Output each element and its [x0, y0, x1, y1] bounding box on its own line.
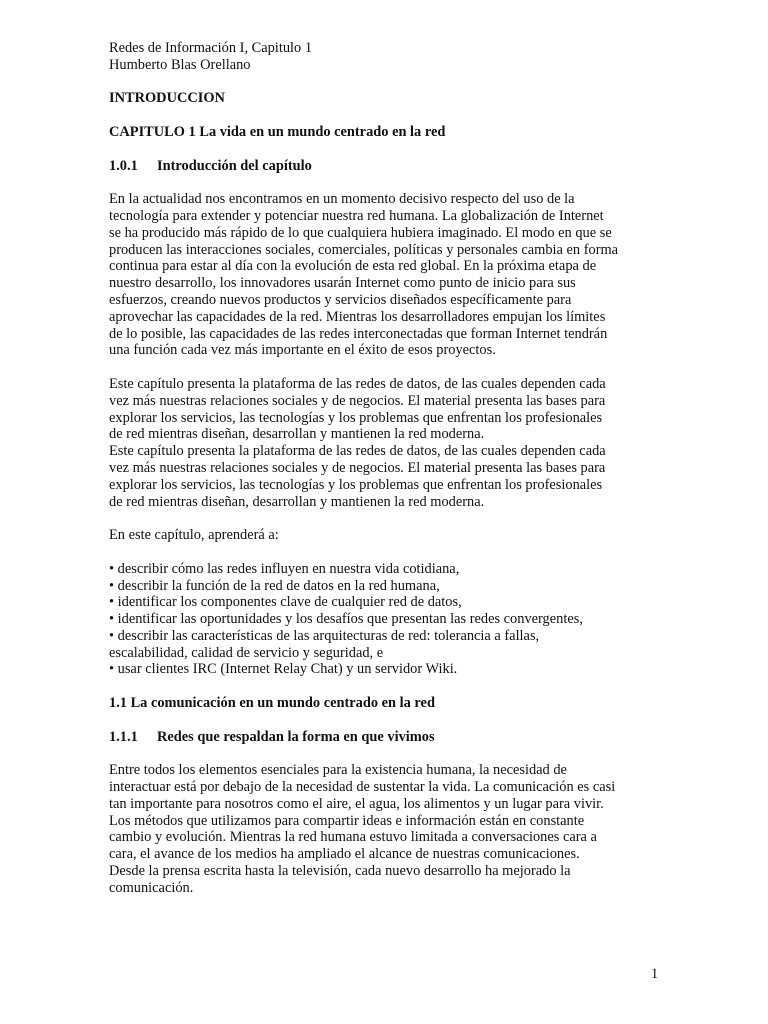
section-title: Redes que respaldan la forma en que vivimos [157, 728, 435, 745]
paragraph-line: de red mientras diseñan, desarrollan y mantienen la red moderna. [109, 493, 485, 510]
learning-objectives-list [109, 561, 669, 679]
paragraph-line: vez más nuestras relaciones sociales y de negocios. El material presenta las bases para [109, 392, 606, 409]
paragraph-line: Este capítulo presenta la plataforma de las redes de datos, de las cuales dependen cada [109, 443, 606, 460]
paragraph-line: vez más nuestras relaciones sociales y de negocios. El material presenta las bases para [109, 459, 606, 476]
heading-section-1-1-1 [109, 729, 669, 746]
paragraph-line: Los métodos que utilizamos para compartir ideas e información están en constante [109, 812, 585, 829]
header-author: Humberto Blas Orellano [109, 56, 251, 73]
document-header [109, 40, 669, 74]
paragraph-introduction [109, 191, 669, 359]
heading-section-1-0-1 [109, 158, 669, 175]
paragraph-line: cambio y evolución. Mientras la red humana estuvo limitada a conversaciones cara a [109, 829, 597, 846]
paragraph-line: explorar los servicios, las tecnologías y los problemas que enfrentan los profesionales [109, 476, 603, 493]
heading-introduccion: INTRODUCCION [109, 90, 225, 107]
page-number: 1 [651, 966, 659, 982]
document-page [109, 40, 669, 897]
heading-section-1-1: 1.1 La comunicación en un mundo centrado en la red [109, 695, 435, 712]
list-item: • describir cómo las redes influyen en nuestra vida cotidiana, [109, 560, 460, 577]
list-item: escalabilidad, calidad de servicio y seguridad, e [109, 644, 384, 661]
list-item: • describir la función de la red de datos en la red humana, [109, 577, 440, 594]
paragraph-line: una función cada vez más importante en el éxito de esos proyectos. [109, 342, 496, 359]
paragraph-line: se ha producido más rápido de lo que cualquiera hubiera imaginado. El modo en que se [109, 224, 612, 241]
list-item: • describir las características de las arquitecturas de red: tolerancia a fallas, [109, 627, 540, 644]
paragraph-human-communication [109, 762, 669, 896]
paragraph-line: aprovechar las capacidades de la red. Mientras los desarrolladores empujan los límites [109, 308, 606, 325]
paragraph-line: de red mientras diseñan, desarrollan y mantienen la red moderna. [109, 426, 485, 443]
paragraph-line: Este capítulo presenta la plataforma de las redes de datos, de las cuales dependen cada [109, 375, 606, 392]
section-number: 1.0.1 [109, 157, 138, 174]
paragraph-line: de lo posible, las capacidades de las redes interconectadas que forman Internet tendrán [109, 325, 608, 342]
list-item: • identificar las oportunidades y los desafíos que presentan las redes convergentes, [109, 611, 583, 628]
paragraph-line: continua para estar al día con la evolución de esta red global. En la próxima etapa de [109, 258, 597, 275]
header-course-title: Redes de Información I, Capitulo 1 [109, 40, 313, 56]
paragraph-line: interactuar está por debajo de la necesidad de sustentar la vida. La comunicación es casi [109, 779, 616, 796]
paragraph-line: Entre todos los elementos esenciales para la existencia humana, la necesidad de [109, 762, 567, 779]
section-number: 1.1.1 [109, 728, 138, 745]
paragraph-line: esfuerzos, creando nuevos productos y servicios diseñados específicamente para [109, 291, 572, 308]
paragraph-line: tecnología para extender y potenciar nuestra red humana. La globalización de Internet [109, 207, 604, 224]
paragraph-chapter-overview [109, 376, 669, 510]
learning-objectives-intro: En este capítulo, aprenderá a: [109, 527, 279, 544]
list-item: • identificar los componentes clave de cualquier red de datos, [109, 594, 462, 611]
list-item: • usar clientes IRC (Internet Relay Chat) y un servidor Wiki. [109, 661, 458, 678]
heading-chapter-1: CAPITULO 1 La vida en un mundo centrado en la red [109, 123, 446, 140]
paragraph-line: explorar los servicios, las tecnologías y los problemas que enfrentan los profesionales [109, 409, 603, 426]
section-title: Introducción del capítulo [157, 157, 312, 174]
paragraph-line: cara, el avance de los medios ha ampliado el alcance de nuestras comunicaciones. [109, 846, 580, 863]
paragraph-line: Desde la prensa escrita hasta la televisión, cada nuevo desarrollo ha mejorado la [109, 863, 571, 880]
paragraph-line: tan importante para nosotros como el aire, el agua, los alimentos y un lugar para vivir. [109, 795, 604, 812]
paragraph-line: producen las interacciones sociales, comerciales, políticas y personales cambia en forma [109, 241, 619, 258]
paragraph-line: En la actualidad nos encontramos en un momento decisivo respecto del uso de la [109, 191, 575, 208]
paragraph-line: comunicación. [109, 879, 194, 896]
paragraph-line: nuestro desarrollo, los innovadores usarán Internet como punto de inicio para sus [109, 275, 576, 292]
